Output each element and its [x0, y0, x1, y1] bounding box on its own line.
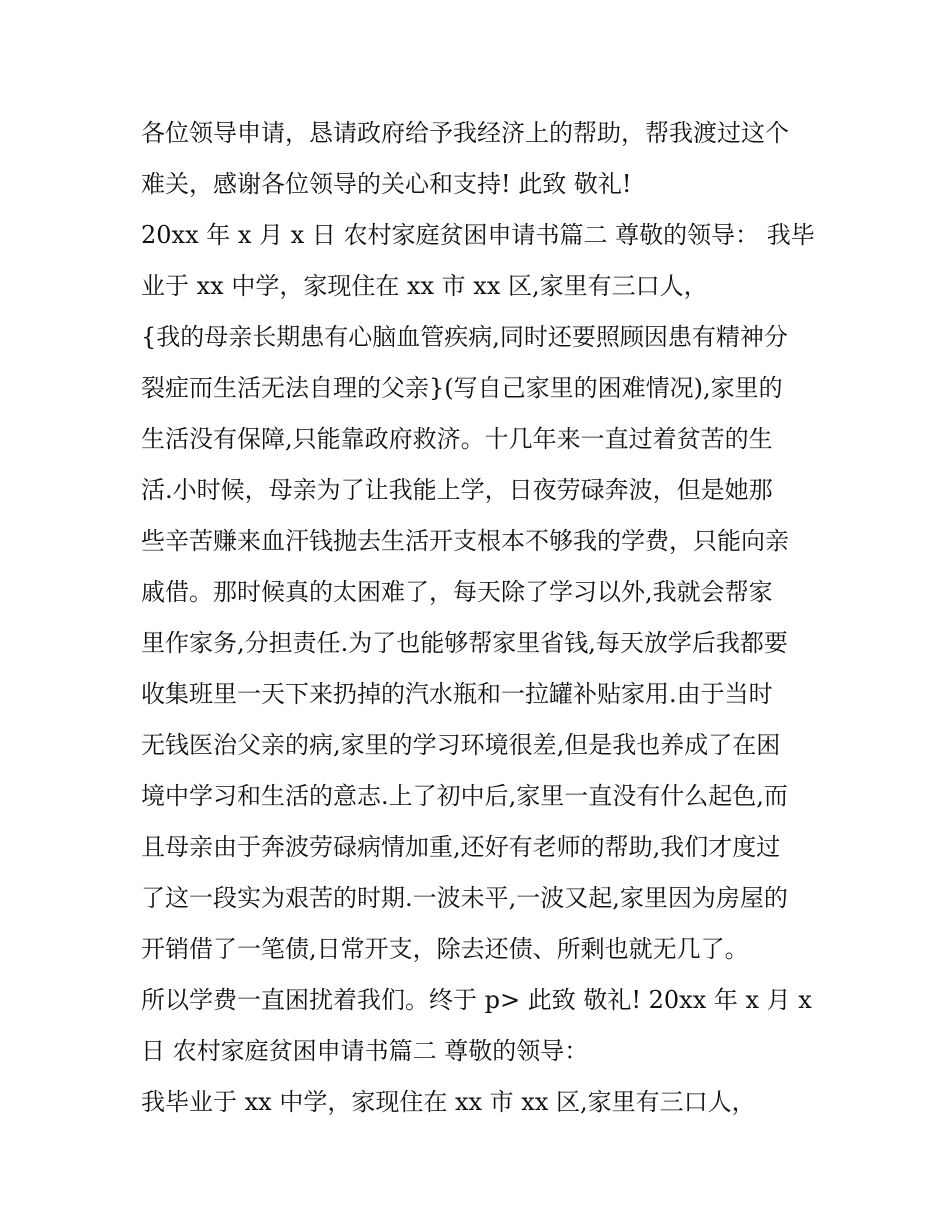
- text-line: 开销借了一笔债,日常开支，除去还债、所剩也就无几了。: [141, 935, 749, 963]
- text-line: 里作家务,分担责任.为了也能够帮家里省钱,每天放学后我都要: [141, 629, 788, 657]
- text-line: 业于 xx 中学，家现住在 xx 市 xx 区,家里有三口人，: [141, 272, 708, 300]
- text-line: 戚借。那时候真的太困难了，每天除了学习以外,我就会帮家: [141, 578, 773, 606]
- text-line: {我的母亲长期患有心脑血管疾病,同时还要照顾因患有精神分: [141, 323, 788, 351]
- text-line: 难关，感谢各位领导的关心和支持! 此致 敬礼!: [141, 170, 632, 198]
- text-line: 境中学习和生活的意志.上了初中后,家里一直没有什么起色,而: [141, 782, 788, 810]
- text-line: 所以学费一直困扰着我们。终于 p> 此致 敬礼! 20xx 年 x 月 x: [141, 986, 812, 1014]
- text-line: 些辛苦赚来血汗钱抛去生活开支根本不够我的学费，只能向亲: [141, 527, 789, 555]
- text-line: 各位领导申请，恳请政府给予我经济上的帮助，帮我渡过这个: [141, 119, 789, 147]
- text-line: 了这一段实为艰苦的时期.一波未平,一波又起,家里因为房屋的: [141, 884, 788, 912]
- text-line: 生活没有保障,只能靠政府救济。十几年来一直过着贫苦的生: [141, 425, 773, 453]
- text-line: 无钱医治父亲的病,家里的学习环境很差,但是我也养成了在困: [141, 731, 781, 759]
- text-line: 且母亲由于奔波劳碌病情加重,还好有老师的帮助,我们才度过: [141, 833, 781, 861]
- text-line: 活.小时候，母亲为了让我能上学，日夜劳碌奔波，但是她那: [141, 476, 773, 504]
- text-line: 20xx 年 x 月 x 日 农村家庭贫困申请书篇二 尊敬的领导： 我毕: [141, 221, 815, 249]
- text-line: 收集班里一天下来扔掉的汽水瓶和一拉罐补贴家用.由于当时: [141, 680, 773, 708]
- text-line: 裂症而生活无法自理的父亲}(写自己家里的困难情况),家里的: [141, 374, 783, 402]
- text-line: 日 农村家庭贫困申请书篇二 尊敬的领导：: [141, 1037, 589, 1065]
- text-line: 我毕业于 xx 中学，家现住在 xx 市 xx 区,家里有三口人，: [141, 1088, 756, 1116]
- body-text: [141, 108, 821, 1128]
